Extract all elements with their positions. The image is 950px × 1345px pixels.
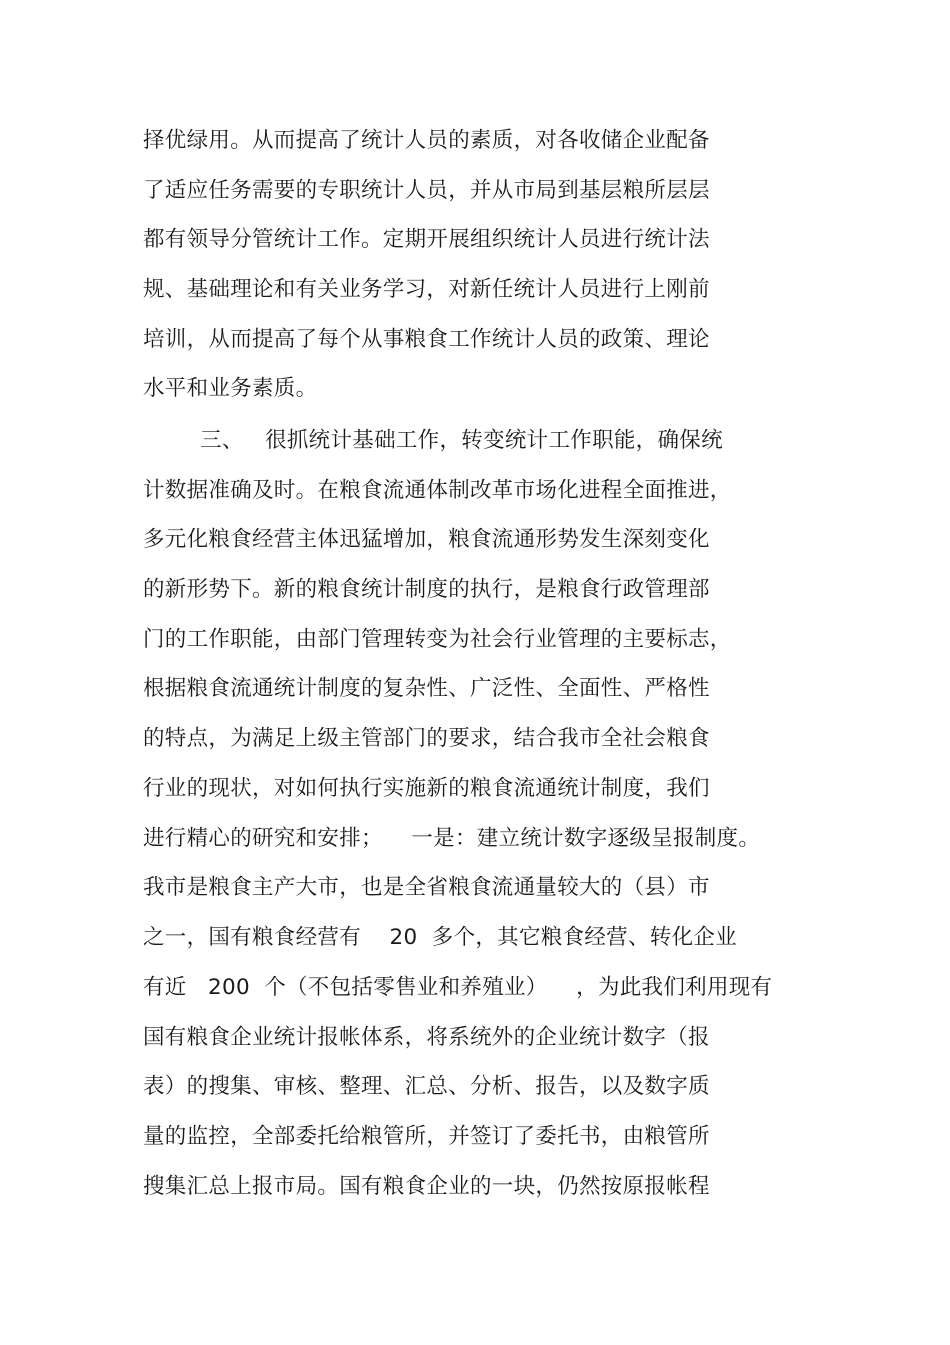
text-line: 国有粮食企业统计报帐体系，将系统外的企业统计数字（报: [143, 1025, 710, 1050]
text-line: 有近 200 个（不包括零售业和养殖业） ，为此我们利用现有: [143, 975, 773, 1000]
text-line: 我市是粮食主产大市，也是全省粮食流通量较大的（县）市: [143, 875, 710, 900]
text-line: 搜集汇总上报市局。国有粮食企业的一块，仍然按原报帐程: [143, 1174, 710, 1199]
text-line: 的特点，为满足上级主管部门的要求，结合我市全社会粮食: [143, 726, 710, 751]
text-line: 根据粮食流通统计制度的复杂性、广泛性、全面性、严格性: [143, 676, 710, 701]
text-line: 了适应任务需要的专职统计人员，并从市局到基层粮所层层: [143, 178, 710, 203]
text-line: 都有领导分管统计工作。定期开展组织统计人员进行统计法: [143, 227, 710, 252]
text-line: 多元化粮食经营主体迅猛增加，粮食流通形势发生深刻变化: [143, 527, 710, 552]
text-line: 表）的搜集、审核、整理、汇总、分析、报告，以及数字质: [143, 1074, 710, 1099]
text-line: 门的工作职能，由部门管理转变为社会行业管理的主要标志，: [143, 627, 732, 652]
text-line: 行业的现状，对如何执行实施新的粮食流通统计制度，我们: [143, 776, 710, 801]
text-line: 择优绿用。从而提高了统计人员的素质，对各收储企业配备: [143, 128, 710, 153]
text-line: 水平和业务素质。: [143, 376, 318, 401]
text-line: 三、 很抓统计基础工作，转变统计工作职能，确保统: [143, 428, 723, 453]
text-line: 培训，从而提高了每个从事粮食工作统计人员的政策、理论: [143, 327, 710, 352]
text-line: 进行精心的研究和安排； 一是：建立统计数字逐级呈报制度。: [143, 826, 761, 851]
text-line: 规、基础理论和有关业务学习，对新任统计人员进行上刚前: [143, 277, 710, 302]
text-line: 之一，国有粮食经营有 20 多个，其它粮食经营、转化企业: [143, 925, 737, 950]
text-line: 量的监控，全部委托给粮管所，并签订了委托书，由粮管所: [143, 1124, 710, 1149]
text-line: 的新形势下。新的粮食统计制度的执行，是粮食行政管理部: [143, 577, 710, 602]
text-line: 计数据准确及时。在粮食流通体制改革市场化进程全面推进，: [143, 478, 732, 503]
